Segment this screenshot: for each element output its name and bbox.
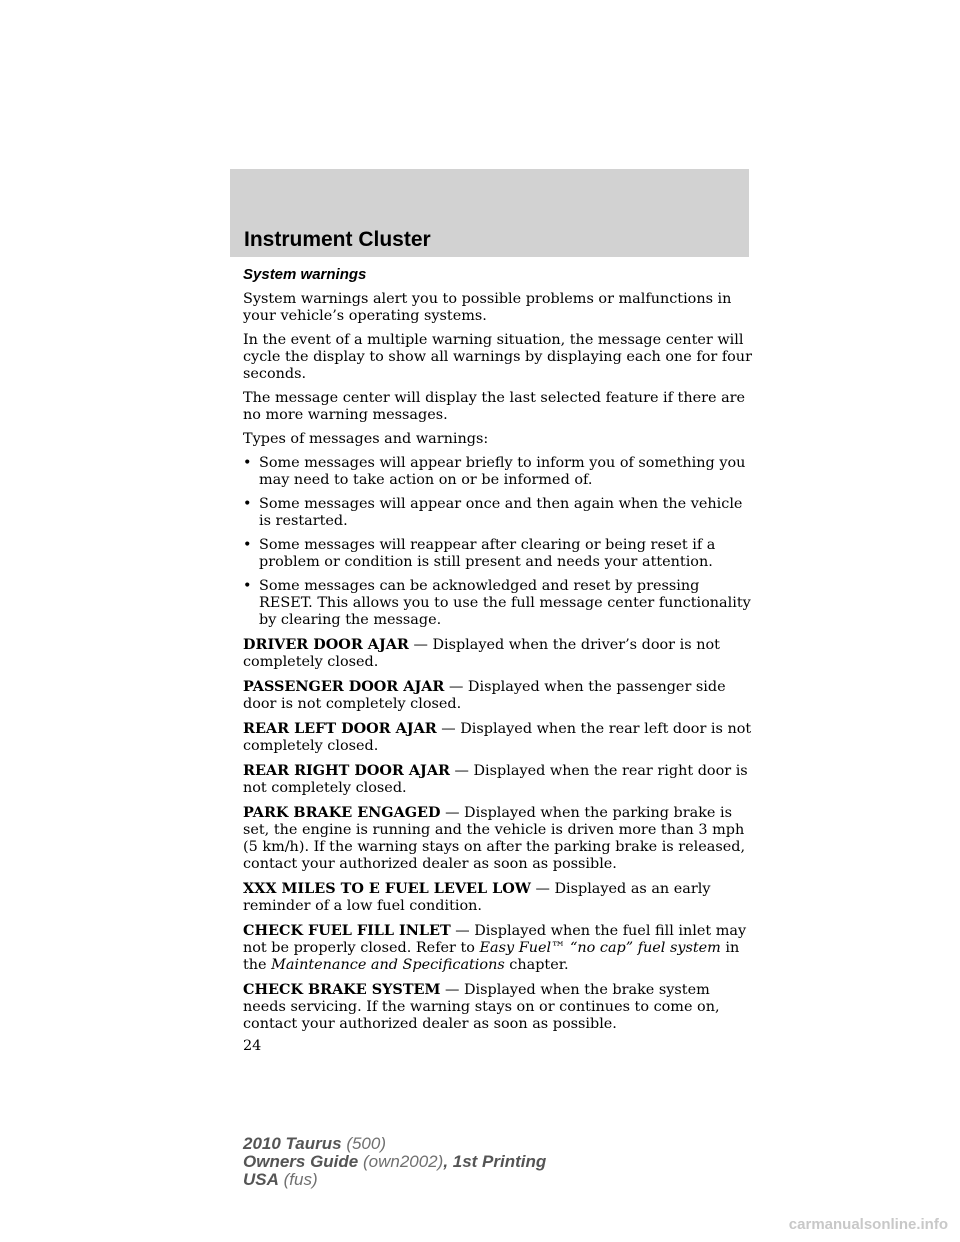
intro-paragraph: Types of messages and warnings: (243, 431, 489, 447)
intro-paragraph: System warnings alert you to possible problems or malfunctions in your vehicle’s operating systems. (243, 291, 732, 324)
warning-term: DRIVER DOOR AJAR (243, 636, 409, 653)
bullet-icon: • (243, 537, 252, 553)
warning-term: XXX MILES TO E FUEL LEVEL LOW (243, 880, 531, 897)
warning-entry (243, 880, 755, 915)
list-item-text: Some messages will reappear after clearing or being reset if a problem or condition is still present and needs your attention. (259, 537, 716, 570)
warning-term: REAR LEFT DOOR AJAR (243, 720, 437, 737)
chapter-header (230, 169, 749, 257)
list-item-text: Some messages will appear briefly to inform you of something you may need to take action on or be informed of. (259, 455, 746, 488)
warning-entry (243, 678, 755, 713)
warning-description: in the (243, 940, 740, 973)
page-content (243, 266, 755, 1055)
footer-line (243, 1135, 546, 1153)
print-footer (243, 1135, 546, 1189)
warning-description: — Displayed when the fuel fill inlet may not be properly closed. Refer to (243, 923, 747, 956)
footer-line (243, 1153, 546, 1171)
list-item (243, 455, 755, 489)
warning-description: — Displayed when the parking brake is set, the engine is running and the vehicle is driven more than 3 mph (5 km/h). If the warning stays on after the parking brake is released, contact your authorized dealer as soon as possible. (243, 805, 746, 872)
bullet-icon: • (243, 578, 252, 594)
cross-reference: Maintenance and Specifications (271, 957, 505, 973)
list-item-text: Some messages will appear once and then again when the vehicle is restarted. (259, 496, 743, 529)
list-item (243, 496, 755, 530)
page-number: 24 (243, 1038, 262, 1054)
warning-description: — Displayed when the rear right door is not completely closed. (243, 763, 748, 796)
footer-code: (fus) (278, 1170, 318, 1189)
warning-entry (243, 981, 755, 1033)
warning-term: REAR RIGHT DOOR AJAR (243, 762, 450, 779)
watermark: carmanualsonline.info (788, 1216, 948, 1233)
footer-code: (500) (341, 1134, 387, 1153)
warning-entry (243, 922, 755, 974)
warning-term: PARK BRAKE ENGAGED (243, 804, 441, 821)
footer-printing: , 1st Printing (443, 1152, 547, 1171)
bullet-icon: • (243, 455, 252, 471)
footer-line (243, 1171, 546, 1189)
footer-code: (own2002) (358, 1152, 444, 1171)
intro-paragraph: In the event of a multiple warning situation, the message center will cycle the display to show all warnings by displaying each one for four seconds. (243, 332, 752, 382)
warning-description: — Displayed when the passenger side door is not completely closed. (243, 679, 726, 712)
warning-entry (243, 636, 755, 671)
bullet-icon: • (243, 496, 252, 512)
section-heading: System warnings (243, 266, 367, 283)
message-types-list (243, 455, 755, 629)
warning-description: — Displayed when the driver’s door is not completely closed. (243, 637, 720, 670)
warning-description: — Displayed when the rear left door is not completely closed. (243, 721, 752, 754)
intro-paragraph: The message center will display the last selected feature if there are no more warning messages. (243, 390, 746, 423)
footer-model: 2010 Taurus (243, 1134, 342, 1153)
warning-description: chapter. (504, 957, 569, 973)
warning-term: CHECK BRAKE SYSTEM (243, 981, 441, 998)
footer-region: USA (243, 1170, 279, 1189)
footer-guide: Owners Guide (243, 1152, 359, 1171)
warning-term: CHECK FUEL FILL INLET (243, 922, 451, 939)
warning-entry (243, 762, 755, 797)
list-item (243, 537, 755, 571)
list-item (243, 578, 755, 629)
warning-term: PASSENGER DOOR AJAR (243, 678, 445, 695)
cross-reference: Easy Fuel™ “no cap” fuel system (479, 940, 721, 956)
warning-entry (243, 720, 755, 755)
warning-entry (243, 804, 755, 873)
chapter-title: Instrument Cluster (244, 228, 431, 251)
warning-description: — Displayed when the brake system needs servicing. If the warning stays on or continues to come on, contact your authorized dealer as soon as possible. (243, 982, 720, 1032)
warning-description: — Displayed as an early reminder of a low fuel condition. (243, 881, 711, 914)
list-item-text: Some messages can be acknowledged and reset by pressing RESET. This allows you to use the full message center functionality by clearing the message. (259, 578, 751, 628)
